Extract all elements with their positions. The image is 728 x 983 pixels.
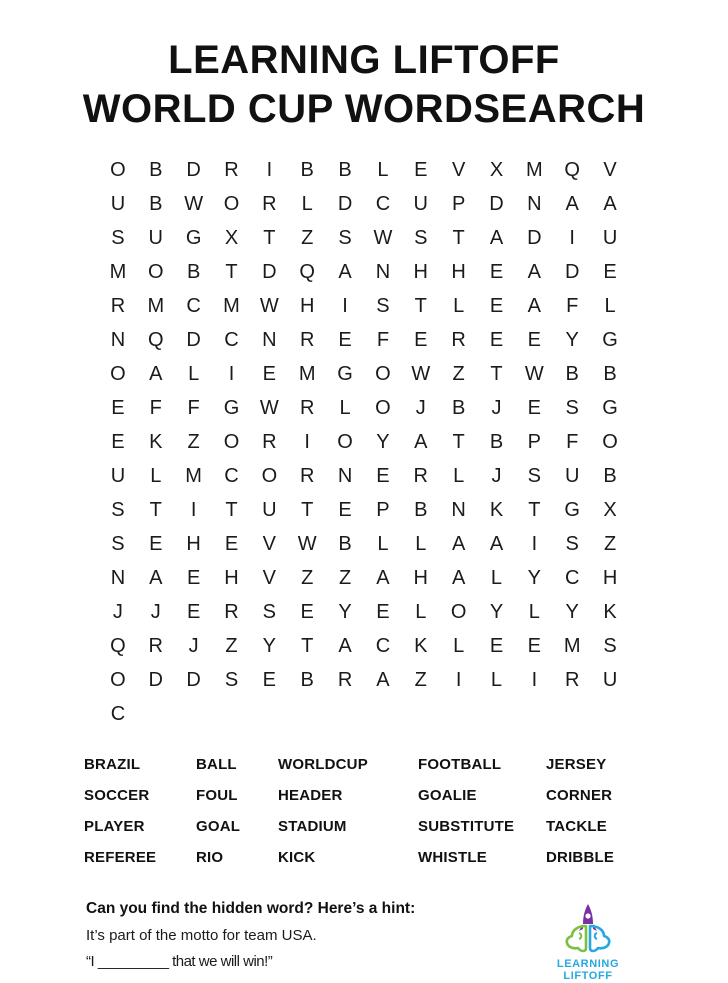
grid-letter: O bbox=[110, 362, 126, 385]
grid-letter: L bbox=[415, 600, 427, 623]
grid-letter: L bbox=[453, 464, 465, 487]
grid-letter: W bbox=[411, 362, 431, 385]
grid-letter: C bbox=[224, 328, 239, 351]
grid-letter: R bbox=[337, 668, 353, 691]
grid-letter: E bbox=[376, 464, 390, 487]
grid-letter: R bbox=[299, 396, 315, 419]
grid-letter: J bbox=[415, 396, 426, 419]
grid-letter: R bbox=[564, 668, 580, 691]
grid-letter: U bbox=[602, 668, 618, 691]
grid-letter: L bbox=[377, 158, 389, 181]
grid-letter: T bbox=[225, 498, 238, 521]
word-list-item: GOAL bbox=[196, 817, 241, 835]
grid-letter: A bbox=[527, 260, 542, 283]
grid-letter: F bbox=[566, 430, 579, 453]
hint-question: Can you find the hidden word? Here’s a hint: bbox=[86, 899, 416, 917]
grid-letter: G bbox=[337, 362, 353, 385]
grid-letter: D bbox=[337, 192, 353, 215]
word-list-item: JERSEY bbox=[546, 755, 607, 773]
grid-letter: L bbox=[301, 192, 313, 215]
grid-letter: M bbox=[298, 362, 316, 385]
grid-letter: N bbox=[451, 498, 466, 521]
grid-letter: F bbox=[376, 328, 390, 351]
grid-letter: P bbox=[451, 192, 466, 215]
grid-letter: E bbox=[338, 498, 352, 521]
hint-line: It’s part of the motto for team USA. bbox=[86, 926, 317, 944]
logo-text-line-1: LEARNING bbox=[556, 957, 620, 970]
grid-letter: V bbox=[262, 566, 277, 589]
grid-letter: G bbox=[602, 328, 618, 351]
grid-letter: R bbox=[110, 294, 126, 317]
grid-letter: E bbox=[489, 634, 504, 657]
word-list-item: BRAZIL bbox=[84, 755, 141, 773]
grid-letter: L bbox=[453, 294, 465, 317]
grid-letter: S bbox=[224, 668, 239, 691]
wordsearch-grid-wrapper bbox=[99, 158, 629, 726]
grid-letter: A bbox=[603, 192, 617, 215]
grid-letter: H bbox=[413, 260, 428, 283]
grid-letter: N bbox=[375, 260, 391, 283]
grid-letter: A bbox=[489, 532, 504, 555]
grid-letter: S bbox=[376, 294, 390, 317]
grid-letter: E bbox=[527, 396, 542, 419]
grid-letter: W bbox=[184, 192, 204, 215]
grid-letter: O bbox=[147, 260, 164, 283]
grid-letter: U bbox=[110, 192, 126, 215]
grid-letter: Q bbox=[299, 260, 315, 283]
grid-letter: Q bbox=[147, 328, 164, 351]
grid-letter: A bbox=[149, 362, 163, 385]
grid-letter: M bbox=[223, 294, 240, 317]
grid-letter: R bbox=[451, 328, 466, 351]
grid-letter: E bbox=[186, 566, 201, 589]
grid-letter: O bbox=[110, 158, 126, 181]
grid-letter: O bbox=[375, 396, 391, 419]
grid-letter: M bbox=[147, 294, 165, 317]
grid-letter: L bbox=[490, 668, 503, 691]
grid-letter: M bbox=[109, 260, 127, 283]
grid-letter: S bbox=[414, 226, 428, 249]
grid-letter: E bbox=[262, 362, 277, 385]
grid-letter: L bbox=[377, 532, 389, 555]
word-list-item: HEADER bbox=[278, 786, 343, 804]
grid-letter: Z bbox=[452, 362, 465, 385]
grid-letter: I bbox=[531, 532, 538, 555]
grid-letter: O bbox=[375, 362, 391, 385]
grid-letter: U bbox=[413, 192, 428, 215]
grid-letter: C bbox=[375, 634, 391, 657]
grid-letter: W bbox=[373, 226, 393, 249]
grid-letter: W bbox=[259, 294, 279, 317]
grid-letter: A bbox=[376, 668, 390, 691]
grid-letter: T bbox=[414, 294, 427, 317]
grid-letter: Z bbox=[225, 634, 238, 657]
grid-letter: Y bbox=[262, 634, 277, 657]
grid-letter: O bbox=[261, 464, 278, 487]
grid-letter: R bbox=[224, 158, 239, 181]
grid-letter: A bbox=[149, 566, 163, 589]
grid-letter: B bbox=[451, 396, 466, 419]
grid-letter: D bbox=[489, 192, 504, 215]
grid-letter: D bbox=[564, 260, 580, 283]
logo-rocket-brain-icon bbox=[532, 902, 644, 956]
grid-letter: O bbox=[110, 668, 126, 691]
grid-letter: I bbox=[304, 430, 310, 453]
grid-letter: N bbox=[337, 464, 353, 487]
grid-letter: E bbox=[338, 328, 352, 351]
grid-letter: Z bbox=[187, 430, 200, 453]
grid-letter: P bbox=[376, 498, 390, 521]
grid-letter: Z bbox=[301, 566, 314, 589]
grid-letter: B bbox=[300, 158, 314, 181]
grid-letter: S bbox=[111, 226, 125, 249]
grid-letter: I bbox=[190, 498, 197, 521]
grid-letter: T bbox=[490, 362, 503, 385]
grid-letter: A bbox=[565, 192, 579, 215]
grid-letter: S bbox=[603, 634, 617, 657]
grid-letter: M bbox=[185, 464, 202, 487]
grid-letter: E bbox=[603, 260, 617, 283]
word-list-item: CORNER bbox=[546, 786, 613, 804]
grid-letter: F bbox=[187, 396, 200, 419]
grid-letter: E bbox=[186, 600, 201, 623]
grid-letter: E bbox=[300, 600, 314, 623]
word-list-item: PLAYER bbox=[84, 817, 145, 835]
grid-letter: Q bbox=[564, 158, 580, 181]
grid-letter: W bbox=[259, 396, 279, 419]
grid-letter: A bbox=[489, 226, 504, 249]
grid-letter: E bbox=[224, 532, 239, 555]
grid-letter: B bbox=[565, 362, 579, 385]
grid-letter: I bbox=[455, 668, 462, 691]
grid-letter: B bbox=[186, 260, 201, 283]
grid-letter: O bbox=[450, 600, 467, 623]
grid-letter: E bbox=[414, 158, 428, 181]
grid-letter: P bbox=[527, 430, 542, 453]
grid-letter: A bbox=[338, 634, 352, 657]
title-line-1: LEARNING LIFTOFF bbox=[168, 38, 560, 82]
grid-letter: B bbox=[338, 532, 352, 555]
grid-letter: R bbox=[299, 464, 315, 487]
word-list-item: FOUL bbox=[196, 786, 238, 804]
grid-letter: L bbox=[339, 396, 351, 419]
grid-letter: W bbox=[524, 362, 544, 385]
grid-letter: K bbox=[149, 430, 163, 453]
grid-letter: O bbox=[223, 430, 240, 453]
grid-letter: H bbox=[602, 566, 618, 589]
grid-letter: B bbox=[149, 158, 163, 181]
grid-letter: N bbox=[527, 192, 542, 215]
grid-letter: Y bbox=[565, 328, 579, 351]
grid-letter: Y bbox=[376, 430, 390, 453]
grid-letter: Z bbox=[338, 566, 352, 589]
grid-letter: X bbox=[489, 158, 504, 181]
grid-letter: B bbox=[489, 430, 504, 453]
grid-letter: S bbox=[338, 226, 352, 249]
title-line-2: WORLD CUP WORDSEARCH bbox=[82, 86, 646, 131]
grid-letter: I bbox=[266, 158, 273, 181]
grid-letter: C bbox=[564, 566, 580, 589]
word-list-item: SUBSTITUTE bbox=[418, 817, 515, 835]
word-list-item: RIO bbox=[196, 848, 224, 866]
grid-letter: Y bbox=[527, 566, 542, 589]
grid-letter: T bbox=[301, 498, 314, 521]
grid-letter: H bbox=[299, 294, 315, 317]
grid-letter: S bbox=[262, 600, 277, 623]
word-list-item: SOCCER bbox=[84, 786, 150, 804]
grid-letter: B bbox=[603, 362, 617, 385]
grid-letter: S bbox=[111, 498, 125, 521]
grid-letter: E bbox=[111, 430, 125, 453]
grid-letter: T bbox=[452, 430, 465, 453]
word-list-item: WHISTLE bbox=[418, 848, 487, 866]
grid-letter: U bbox=[564, 464, 580, 487]
grid-letter: F bbox=[149, 396, 162, 419]
grid-letter: J bbox=[188, 634, 199, 657]
grid-letter: O bbox=[337, 430, 353, 453]
grid-letter: J bbox=[112, 600, 123, 623]
word-list bbox=[84, 756, 644, 866]
word-list-item: KICK bbox=[278, 848, 316, 866]
grid-letter: U bbox=[148, 226, 163, 249]
grid-letter: T bbox=[452, 226, 465, 249]
grid-letter: L bbox=[604, 294, 616, 317]
grid-letter: S bbox=[565, 532, 579, 555]
word-list-item: WORLDCUP bbox=[278, 755, 368, 773]
grid-letter: L bbox=[415, 532, 427, 555]
grid-letter: M bbox=[526, 158, 543, 181]
word-list-item: TACKLE bbox=[546, 817, 607, 835]
grid-letter: E bbox=[262, 668, 277, 691]
grid-letter: O bbox=[602, 430, 618, 453]
grid-letter: V bbox=[603, 158, 617, 181]
grid-letter: D bbox=[186, 328, 201, 351]
grid-letter: Y bbox=[565, 600, 579, 623]
grid-letter: G bbox=[185, 226, 202, 249]
grid-letter: D bbox=[527, 226, 542, 249]
grid-letter: J bbox=[491, 464, 502, 487]
grid-letter: N bbox=[110, 566, 126, 589]
grid-letter: S bbox=[111, 532, 125, 555]
word-list-item: DRIBBLE bbox=[546, 848, 615, 866]
grid-letter: R bbox=[299, 328, 315, 351]
grid-letter: I bbox=[531, 668, 538, 691]
logo-text-line-2: LIFTOFF bbox=[563, 970, 613, 983]
grid-letter: I bbox=[342, 294, 348, 317]
grid-letter: X bbox=[603, 498, 617, 521]
brand-logo bbox=[532, 900, 644, 983]
grid-letter: R bbox=[262, 430, 277, 453]
grid-letter: U bbox=[110, 464, 126, 487]
grid-letter: E bbox=[149, 532, 163, 555]
grid-letter: G bbox=[564, 498, 580, 521]
grid-letter: T bbox=[225, 260, 238, 283]
grid-letter: T bbox=[149, 498, 162, 521]
grid-letter: I bbox=[228, 362, 235, 385]
word-list-item: BALL bbox=[196, 755, 237, 773]
grid-letter: C bbox=[224, 464, 239, 487]
grid-letter: G bbox=[602, 396, 618, 419]
hint-block bbox=[84, 900, 415, 979]
grid-letter: L bbox=[188, 362, 200, 385]
grid-letter: O bbox=[223, 192, 240, 215]
grid-letter: H bbox=[186, 532, 201, 555]
grid-letter: Q bbox=[110, 634, 126, 657]
grid-letter: C bbox=[375, 192, 391, 215]
grid-letter: A bbox=[451, 532, 466, 555]
grid-letter: N bbox=[110, 328, 126, 351]
grid-letter: K bbox=[414, 634, 428, 657]
grid-letter: Y bbox=[489, 600, 504, 623]
grid-letter: E bbox=[414, 328, 428, 351]
word-list-item: STADIUM bbox=[278, 817, 347, 835]
grid-letter: Y bbox=[338, 600, 352, 623]
word-list-item: REFEREE bbox=[84, 848, 157, 866]
grid-letter: A bbox=[414, 430, 428, 453]
grid-letter: K bbox=[489, 498, 504, 521]
wordsearch-grid bbox=[99, 158, 629, 726]
grid-letter: D bbox=[148, 668, 163, 691]
grid-letter: E bbox=[489, 260, 504, 283]
logo-text bbox=[532, 958, 644, 983]
grid-letter: R bbox=[262, 192, 277, 215]
grid-letter: C bbox=[186, 294, 201, 317]
grid-letter: T bbox=[263, 226, 276, 249]
grid-letter: U bbox=[602, 226, 618, 249]
grid-letter: R bbox=[148, 634, 163, 657]
grid-letter: E bbox=[376, 600, 390, 623]
grid-letter: T bbox=[528, 498, 541, 521]
grid-letter: H bbox=[413, 566, 428, 589]
grid-letter: N bbox=[262, 328, 277, 351]
grid-letter: T bbox=[301, 634, 314, 657]
grid-letter: B bbox=[300, 668, 314, 691]
grid-letter: M bbox=[563, 634, 581, 657]
grid-letter: E bbox=[527, 634, 542, 657]
grid-letter: G bbox=[223, 396, 240, 419]
grid-letter: A bbox=[338, 260, 352, 283]
grid-letter: B bbox=[149, 192, 163, 215]
grid-letter: A bbox=[451, 566, 466, 589]
grid-letter: C bbox=[110, 702, 126, 725]
grid-letter: H bbox=[451, 260, 466, 283]
grid-letter: W bbox=[297, 532, 317, 555]
grid-letter: Z bbox=[414, 668, 427, 691]
grid-letter: S bbox=[565, 396, 579, 419]
word-list-item: FOOTBALL bbox=[418, 755, 502, 773]
grid-letter: D bbox=[186, 158, 201, 181]
grid-letter: B bbox=[414, 498, 428, 521]
grid-letter: J bbox=[491, 396, 502, 419]
page-title bbox=[40, 36, 688, 134]
grid-letter: U bbox=[262, 498, 277, 521]
grid-letter: R bbox=[413, 464, 428, 487]
grid-letter: H bbox=[224, 566, 239, 589]
grid-letter: D bbox=[186, 668, 201, 691]
grid-letter: L bbox=[453, 634, 465, 657]
grid-letter: S bbox=[527, 464, 542, 487]
grid-letter: R bbox=[224, 600, 239, 623]
grid-letter: L bbox=[150, 464, 162, 487]
footer bbox=[84, 900, 644, 983]
grid-letter: F bbox=[566, 294, 579, 317]
grid-letter: A bbox=[376, 566, 390, 589]
word-list-item: GOALIE bbox=[418, 786, 477, 804]
grid-letter: B bbox=[338, 158, 352, 181]
grid-letter: L bbox=[490, 566, 503, 589]
grid-letter: B bbox=[603, 464, 617, 487]
grid-letter: V bbox=[262, 532, 277, 555]
grid-letter: J bbox=[150, 600, 161, 623]
grid-letter: K bbox=[603, 600, 617, 623]
grid-letter: V bbox=[451, 158, 466, 181]
grid-letter: L bbox=[528, 600, 540, 623]
grid-letter: Z bbox=[603, 532, 617, 555]
grid-letter: E bbox=[489, 294, 504, 317]
grid-letter: I bbox=[569, 226, 575, 249]
grid-letter: D bbox=[262, 260, 277, 283]
grid-letter: E bbox=[111, 396, 125, 419]
grid-letter: E bbox=[489, 328, 504, 351]
grid-letter: A bbox=[527, 294, 542, 317]
grid-letter: E bbox=[527, 328, 542, 351]
grid-letter: Z bbox=[301, 226, 314, 249]
hint-blank-line: “I _________ that we will win!” bbox=[86, 952, 273, 970]
grid-letter: X bbox=[224, 226, 239, 249]
